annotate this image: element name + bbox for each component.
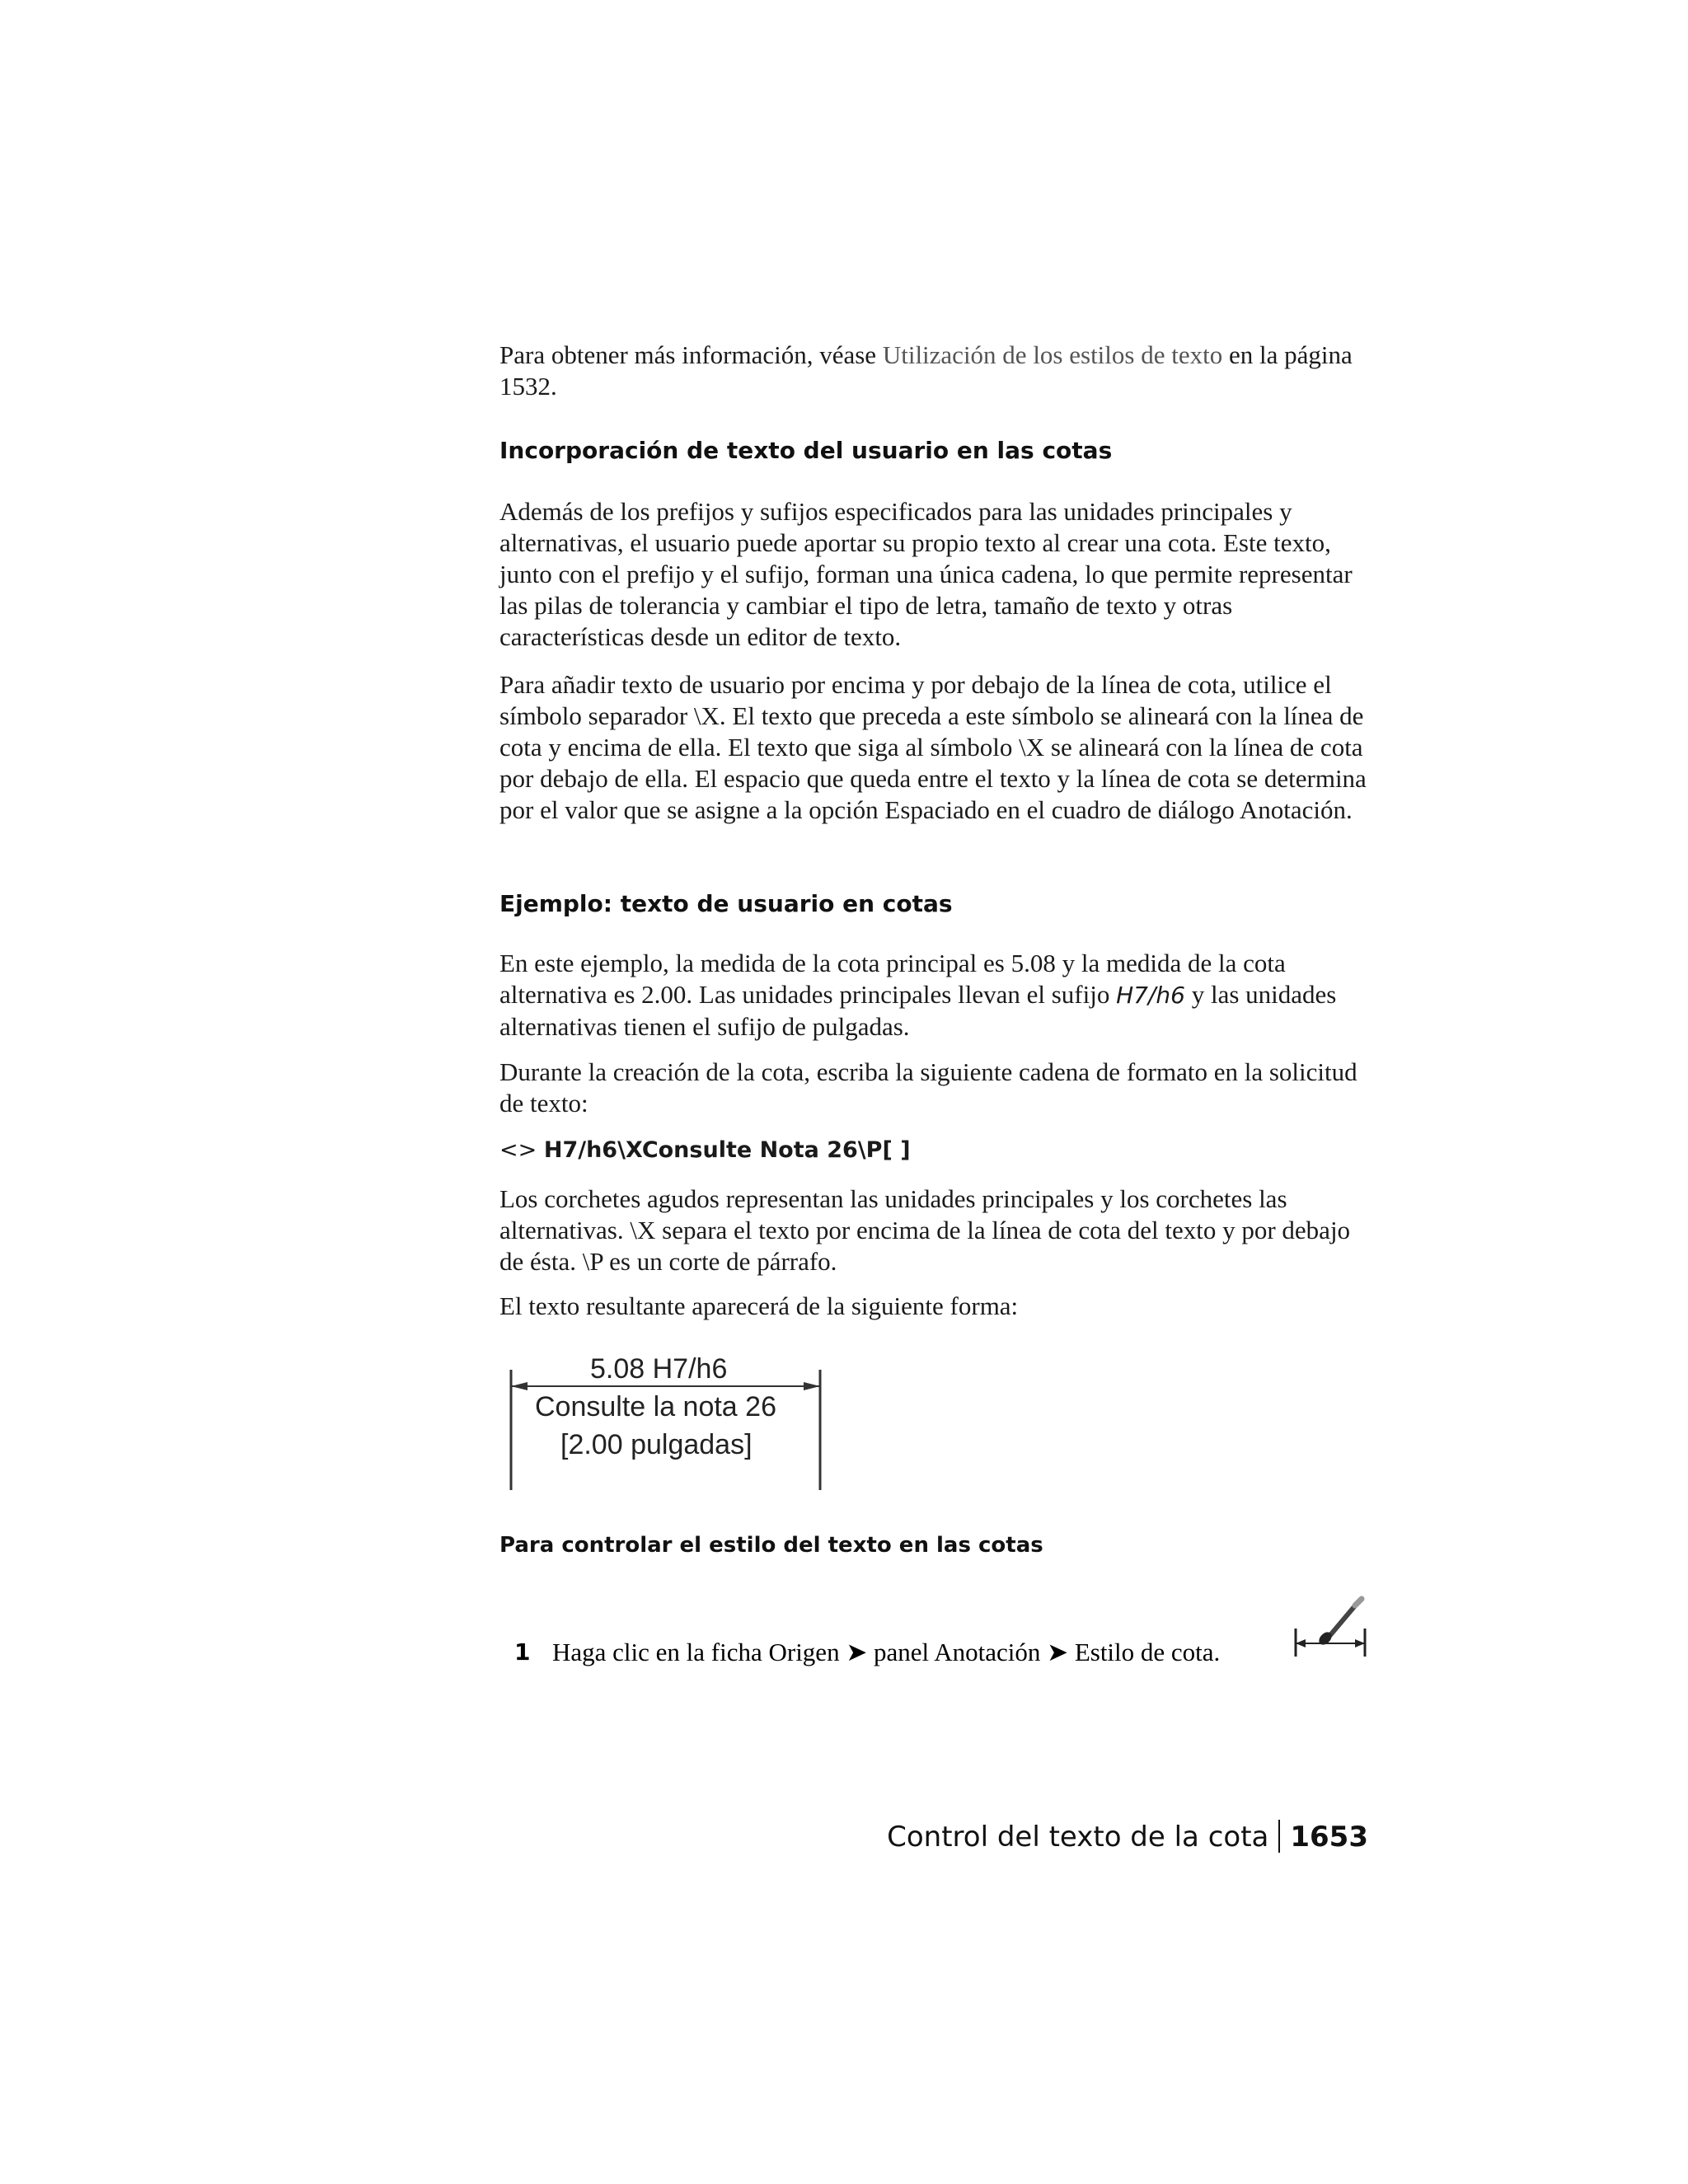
- figure-primary-text: 5.08 H7/h6: [590, 1353, 728, 1385]
- section-heading-user-text: Incorporación de texto del usuario en las cotas: [499, 437, 1113, 464]
- section-heading-example: Ejemplo: texto de usuario en cotas: [499, 890, 953, 917]
- result-intro-paragraph: El texto resultante aparecerá de la siguiente forma:: [499, 1291, 1019, 1320]
- dimension-style-icon[interactable]: [1292, 1594, 1372, 1660]
- figure-alternate-text: [2.00 pulgadas]: [560, 1429, 753, 1460]
- page-number: 1653: [1290, 1821, 1368, 1854]
- page-footer: [887, 1820, 1368, 1854]
- dimension-result-figure: [506, 1352, 829, 1492]
- format-string-paragraph: Durante la creación de la cota, escriba la siguiente cadena de formato en la solicitud de texto:: [499, 1057, 1357, 1118]
- format-string-code: <> H7/h6\XConsulte Nota 26\P[ ]: [499, 1137, 911, 1163]
- footer-divider: [1278, 1820, 1280, 1853]
- procedure-heading: Para controlar el estilo del texto en las cotas: [499, 1533, 1043, 1558]
- step-text: Haga clic en la ficha Origen ➤ panel Anotación ➤ Estilo de cota.: [552, 1638, 1221, 1666]
- step-number: 1: [514, 1638, 531, 1666]
- user-text-paragraph: Además de los prefijos y sufijos especificados para las unidades principales y alternativas, el usuario puede aportar su propio texto al crear una cota. Este texto, junto con el prefijo y el sufijo, forman una única cadena, lo que permite representar las pilas de tolerancia y cambiar el tipo de letra, tamaño de texto y otras características desde un editor de texto.: [499, 497, 1353, 651]
- figure-note-text: Consulte la nota 26: [535, 1391, 776, 1422]
- brackets-paragraph: Los corchetes agudos representan las unidades principales y los corchetes las alternativas. \X separa el texto por encima de la línea de cota del texto y por debajo de ésta. \P es un corte de párrafo.: [499, 1184, 1351, 1276]
- footer-title: Control del texto de la cota: [887, 1821, 1269, 1854]
- text-styles-link[interactable]: Utilización de los estilos de texto: [882, 340, 1223, 369]
- example-paragraph: En este ejemplo, la medida de la cota principal es 5.08 y la medida de la cota alternativa es 2.00. Las unidades principales llevan el sufijo H7/h6 y las unidades alternativas tienen el sufijo de pulgadas.: [499, 949, 1337, 1041]
- separator-paragraph: Para añadir texto de usuario por encima y por debajo de la línea de cota, utilice el símbolo separador \X. El texto que preceda a este símbolo se alineará con la línea de cota y encima de ella. El texto que siga al símbolo \X se alineará con la línea de cota por debajo de ella. El espacio que queda entre el texto y la línea de cota se determina por el valor que se asigne a la opción Espaciado en el cuadro de diálogo Anotación.: [499, 670, 1367, 824]
- intro-paragraph: Para obtener más información, véase Utilización de los estilos de texto en la página 1532.: [499, 340, 1353, 401]
